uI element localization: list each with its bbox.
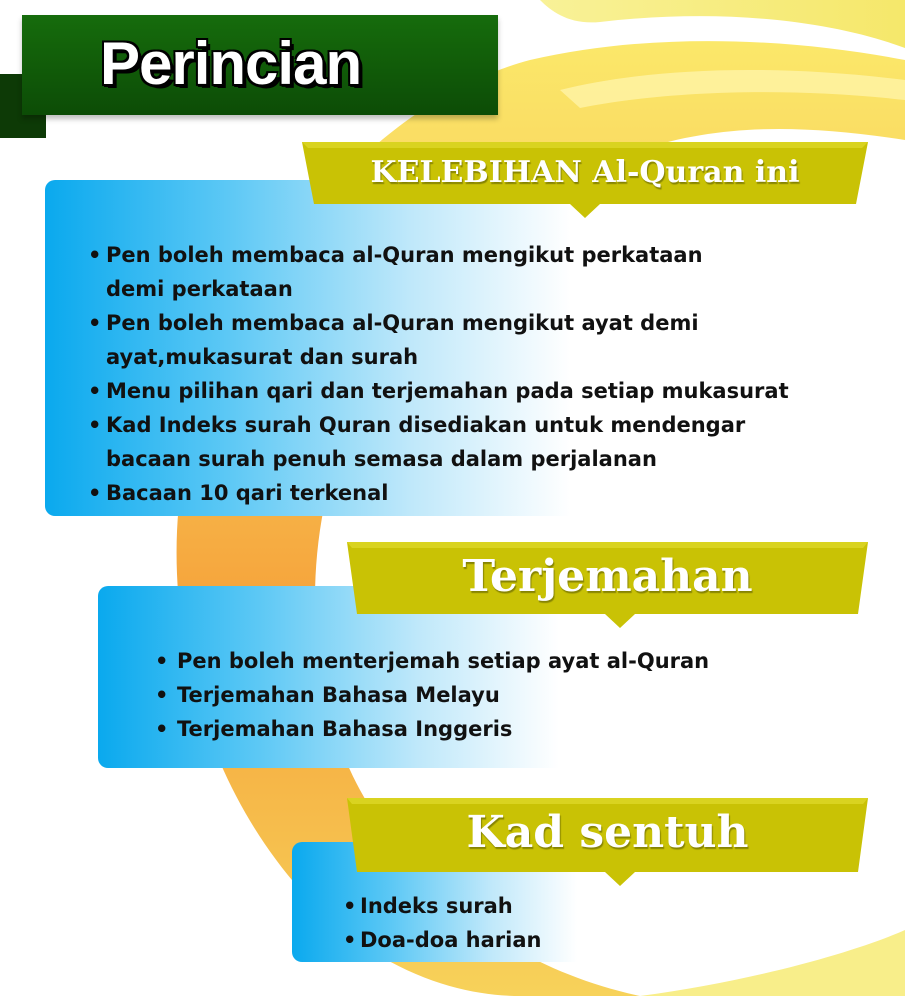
bullet-icon: • [88, 311, 102, 335]
list-item [155, 678, 755, 712]
bullet-icon: • [343, 928, 357, 952]
list-item-text: Pen boleh membaca al-Quran mengikut perkataan demi perkataan [106, 243, 703, 301]
translation-list [155, 644, 755, 746]
list-item [155, 644, 755, 678]
bullet-icon: • [88, 379, 102, 403]
page-title: Perincian [100, 30, 362, 97]
list-item-text: Kad Indeks surah Quran disediakan untuk mendengar bacaan surah penuh semasa dalam perjalanan [106, 413, 746, 471]
bullet-icon: • [343, 894, 357, 918]
bullet-icon: • [155, 649, 169, 673]
list-item-text: Indeks surah [360, 894, 513, 918]
bullet-icon: • [88, 481, 102, 505]
translation-heading: Terjemahan [462, 551, 753, 602]
list-item [88, 408, 848, 476]
list-item-text: Pen boleh menterjemah setiap ayat al-Quran [177, 649, 710, 673]
list-item [88, 374, 848, 408]
bullet-icon: • [155, 717, 169, 741]
list-item-text: Terjemahan Bahasa Melayu [177, 683, 500, 707]
touch-card-list [343, 889, 663, 957]
bullet-icon: • [88, 243, 102, 267]
list-item [343, 889, 663, 923]
touch-card-heading: Kad sentuh [466, 807, 749, 858]
features-heading: KELEBIHAN Al-Quran ini [370, 155, 800, 190]
bullet-icon: • [88, 413, 102, 437]
list-item [88, 238, 848, 306]
list-item [88, 476, 848, 510]
list-item [88, 306, 848, 374]
features-list [88, 238, 848, 510]
list-item-text: Bacaan 10 qari terkenal [106, 481, 389, 505]
list-item-text: Menu pilihan qari dan terjemahan pada setiap mukasurat [106, 379, 789, 403]
list-item-text: Doa-doa harian [360, 928, 542, 952]
list-item [155, 712, 755, 746]
list-item-text: Terjemahan Bahasa Inggeris [177, 717, 513, 741]
list-item [343, 923, 663, 957]
list-item-text: Pen boleh membaca al-Quran mengikut ayat demi ayat,mukasurat dan surah [106, 311, 699, 369]
bullet-icon: • [155, 683, 169, 707]
